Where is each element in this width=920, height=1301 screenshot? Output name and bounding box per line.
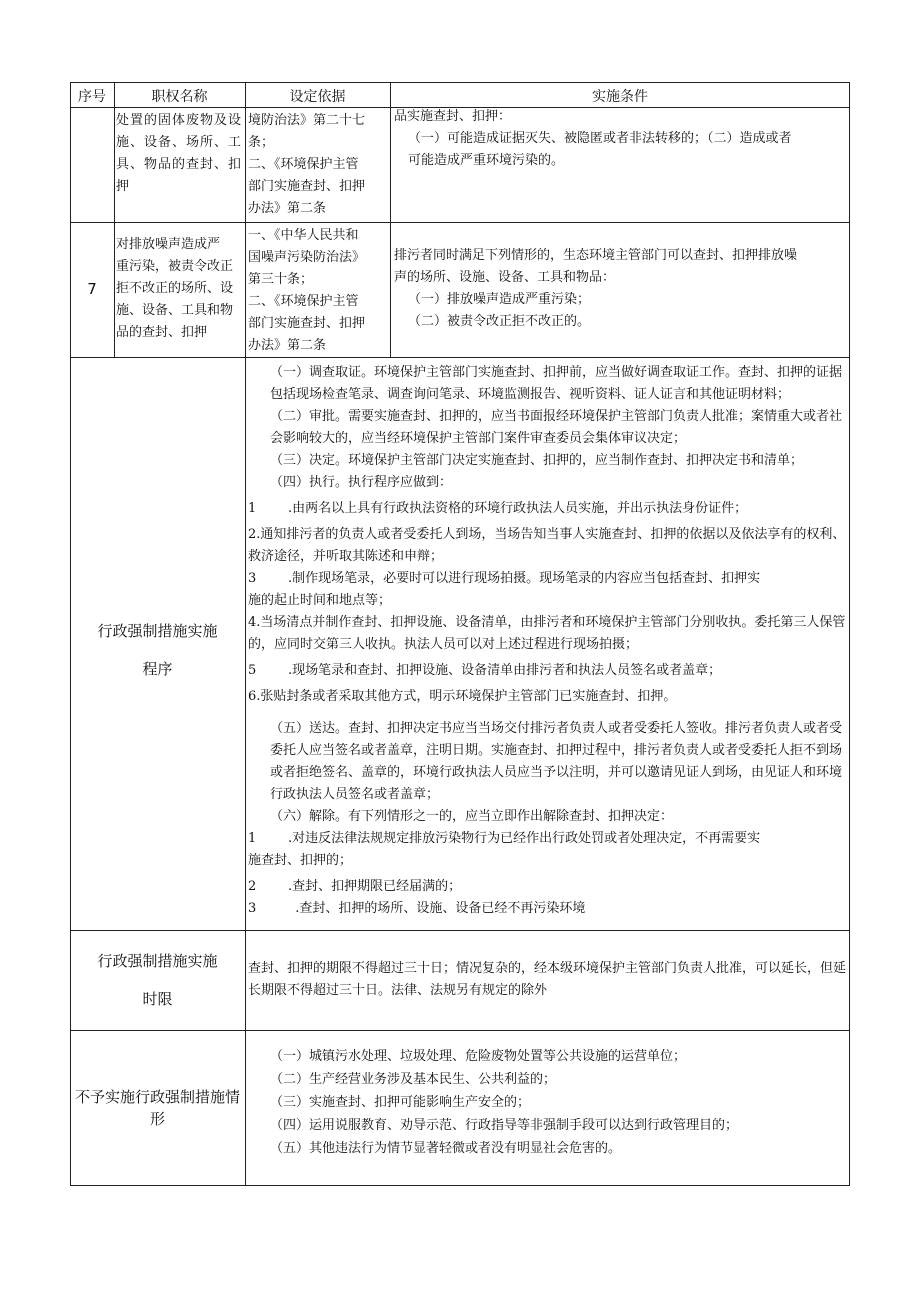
row2-name-line: 重污染，被责令改正 bbox=[116, 259, 234, 274]
row2-name-line: 对排放噪声造成严 bbox=[116, 237, 221, 252]
exclusion-list bbox=[248, 1046, 848, 1160]
step-number: 1 bbox=[248, 831, 257, 846]
step-number: 3 bbox=[248, 571, 257, 586]
exclusion-label-line1: 不予实施行政强制措施情 bbox=[74, 1088, 240, 1106]
time-limit-label-line2: 时限 bbox=[142, 990, 173, 1008]
step-text: .制作现场笔录，必要时可以进行现场拍摄。现场笔录的内容应当包括查封、扣押实 bbox=[288, 571, 761, 586]
step-number: 1 bbox=[248, 501, 257, 516]
procedure-para: （五）送达。查封、扣押决定书应当当场交付排污者负责人或者受委托人签收。排污者负责人或者受委托人应当签名或者盖章，注明日期。实施查封、扣押过程中，排污者负责人或者受委托人拒不到场或者拒绝签名、盖章的，环境行政执法人员应当予以注明，并可以邀请见证人到场，由见证人和环境行政执法人员签名或者盖章； bbox=[270, 721, 843, 802]
procedure-step: 2.通知排污者的负责人或者受委托人到场，当场告知当事人实施查封、扣押的依据以及依法享有的权利、救济途径，并听取其陈述和申辩； bbox=[248, 527, 846, 564]
row1-basis-line: 二、《环境保护主管 bbox=[248, 157, 359, 172]
procedure-step bbox=[248, 876, 848, 898]
procedure-step bbox=[248, 498, 848, 520]
procedure-step-cont: 施查封、扣押的； bbox=[248, 853, 353, 868]
exclusion-item: （三）实施查封、扣押可能影响生产安全的； bbox=[270, 1095, 531, 1110]
row-divider bbox=[70, 1030, 850, 1031]
procedure-step bbox=[248, 828, 848, 850]
row2-cond-line: （一）排放噪声造成严重污染； bbox=[408, 292, 591, 307]
row2-name-line: 品的查封、扣押 bbox=[116, 325, 208, 340]
row1-basis-line: 境防治法》第二十七 bbox=[248, 113, 366, 128]
row1-basis-line: 办法》第二条 bbox=[248, 201, 327, 216]
procedure-label bbox=[70, 620, 245, 680]
row-divider bbox=[70, 222, 850, 223]
header-no: 序号 bbox=[78, 89, 106, 105]
procedure-step bbox=[248, 568, 848, 590]
row2-cond-line: 排污者同时满足下列情形的，生态环境主管部门可以查封、扣押排放噪 bbox=[394, 248, 798, 263]
row2-name bbox=[116, 234, 244, 344]
row1-condition bbox=[394, 106, 848, 172]
time-limit-label-line1: 行政强制措施实施 bbox=[97, 952, 218, 970]
time-limit-label bbox=[70, 950, 245, 1010]
row2-no: 7 bbox=[87, 280, 97, 298]
row2-basis bbox=[248, 225, 388, 357]
row2-basis-line: 一、《中华人民共和 bbox=[248, 228, 359, 243]
row1-basis bbox=[248, 110, 388, 220]
procedure-step bbox=[248, 660, 848, 682]
row2-condition bbox=[394, 245, 848, 333]
exclusion-item: （四）运用说服教育、劝导示范、行政指导等非强制手段可以达到行政管理目的； bbox=[270, 1118, 739, 1133]
step-number: 5 bbox=[248, 663, 257, 678]
procedure-content bbox=[248, 362, 848, 928]
row1-cond-line: 可能造成严重环境污染的。 bbox=[408, 153, 565, 168]
procedure-para: （三）决定。环境保护主管部门决定实施查封、扣押的，应当制作查封、扣押决定书和清单； bbox=[270, 453, 804, 468]
row1-cond-line: （一）可能造成证据灭失、被隐匿或者非法转移的；（二）造成或者 bbox=[408, 131, 792, 146]
time-limit-text: 查封、扣押的期限不得超过三十日；情况复杂的，经本级环境保护主管部门负责人批准，可以延长，但延长期限不得超过三十日。法律、法规另有规定的除外 bbox=[248, 961, 847, 998]
procedure-para: （六）解除。有下列情形之一的，应当立即作出解除查封、扣押决定： bbox=[270, 809, 674, 824]
header-name: 职权名称 bbox=[151, 89, 208, 105]
exclusion-label-line2: 形 bbox=[149, 1110, 165, 1128]
row-divider bbox=[70, 357, 850, 358]
row-divider bbox=[70, 930, 850, 931]
row1-cond-line: 品实施查封、扣押： bbox=[394, 109, 512, 124]
step-text: .由两名以上具有行政执法资格的环境行政执法人员实施，并出示执法身份证件； bbox=[288, 501, 748, 516]
step-text: .现场笔录和查封、扣押设施、设备清单由排污者和执法人员签名或者盖章； bbox=[288, 663, 722, 678]
row2-basis-line: 办法》第二条 bbox=[248, 338, 327, 353]
row2-basis-line: 部门实施查封、扣押 bbox=[248, 316, 366, 331]
exclusion-item: （一）城镇污水处理、垃圾处理、危险废物处置等公共设施的运营单位； bbox=[270, 1049, 687, 1064]
exclusion-item: （二）生产经营业务涉及基本民生、公共利益的； bbox=[270, 1072, 557, 1087]
header-basis: 设定依据 bbox=[289, 89, 346, 105]
procedure-para: （四）执行。执行程序应做到： bbox=[270, 475, 453, 490]
exclusion-label bbox=[70, 1086, 245, 1130]
procedure-para: （一）调查取证。环境保护主管部门实施查封、扣押前，应当做好调查取证工作。查封、扣押的证据包括现场检查笔录、调查询问笔录、环境监测报告、视听资料、证人证言和其他证明材料； bbox=[270, 365, 843, 402]
col-divider bbox=[114, 82, 115, 357]
procedure-label-line1: 行政强制措施实施 bbox=[97, 622, 218, 640]
procedure-step-cont: 施的起止时间和地点等； bbox=[248, 593, 392, 608]
row2-basis-line: 二、《环境保护主管 bbox=[248, 294, 359, 309]
row1-basis-line: 条； bbox=[248, 135, 275, 150]
procedure-step: 4.当场清点并制作查封、扣押设施、设备清单，由排污者和环境保护主管部门分别收执。委托第三人保管的，应同时交第三人收执。执法人员可以对上述过程进行现场拍摄； bbox=[248, 615, 846, 652]
row2-basis-line: 国噪声污染防治法》 bbox=[248, 250, 366, 265]
procedure-label-line2: 程序 bbox=[142, 660, 173, 678]
procedure-step: 6.张贴封条或者采取其他方式，明示环境保护主管部门已实施查封、扣押。 bbox=[248, 689, 677, 704]
step-text: .查封、扣押期限已经届满的； bbox=[288, 879, 462, 894]
procedure-step-cut: 3 .查封、扣押的场所、设施、设备已经不再污染环境 bbox=[248, 901, 586, 916]
row2-name-line: 拒不改正的场所、设 bbox=[116, 281, 234, 296]
step-text: .对违反法律法规规定排放污染物行为已经作出行政处罚或者处理决定，不再需要实 bbox=[288, 831, 761, 846]
row1-name: 处置的固体废物及设施、设备、场所、工具、物品的查封、扣押 bbox=[116, 113, 243, 194]
step-number: 2 bbox=[248, 879, 257, 894]
col-divider bbox=[390, 82, 391, 357]
row2-cond-line: （二）被责令改正拒不改正的。 bbox=[408, 314, 591, 329]
header-condition: 实施条件 bbox=[592, 89, 648, 105]
col-divider bbox=[245, 82, 246, 1186]
exclusion-item: （五）其他违法行为情节显著轻微或者没有明显社会危害的。 bbox=[270, 1141, 622, 1156]
row1-basis-line: 部门实施查封、扣押 bbox=[248, 179, 366, 194]
procedure-para: （二）审批。需要实施查封、扣押的，应当书面报经环境保护主管部门负责人批准；案情重大或者社会影响较大的，应当经环境保护主管部门案件审查委员会集体审议决定； bbox=[270, 409, 843, 446]
row2-basis-line: 第三十条； bbox=[248, 272, 314, 287]
row2-cond-line: 声的场所、设施、设备、工具和物品： bbox=[394, 270, 616, 285]
row2-name-line: 施、设备、工具和物 bbox=[116, 303, 234, 318]
